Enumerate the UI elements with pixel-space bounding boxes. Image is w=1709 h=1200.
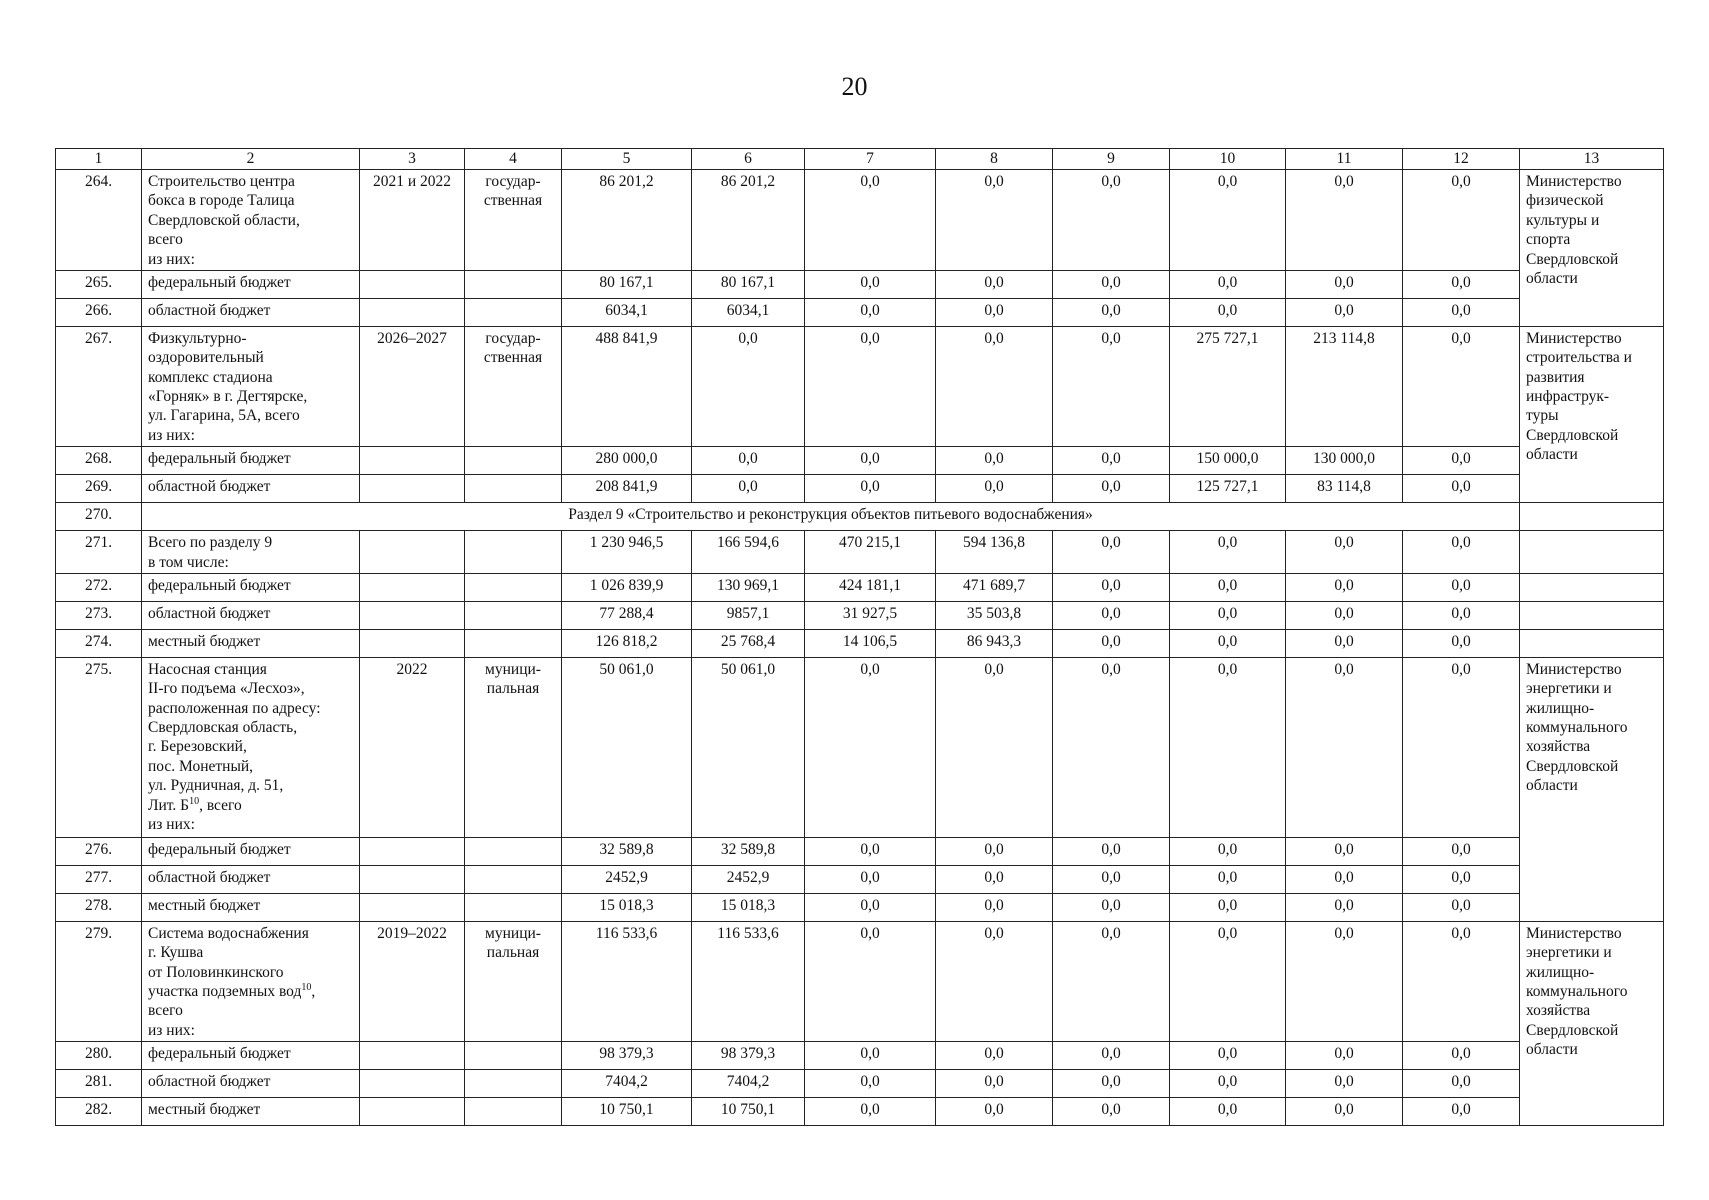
table-row [56,893,1664,921]
value-cell: 0,0 [805,270,936,298]
value-cell: 471 689,7 [936,573,1053,601]
col-header: 11 [1286,149,1403,170]
value-cell: 0,0 [1403,837,1520,865]
ownership-cell: муници-пальная [465,657,562,837]
row-number: 279. [56,921,142,1041]
value-cell: 0,0 [1286,1070,1403,1098]
row-number: 267. [56,326,142,446]
value-cell: 0,0 [1053,921,1170,1041]
value-cell: 0,0 [1170,573,1286,601]
value-cell: 83 114,8 [1286,475,1403,503]
value-cell: 98 379,3 [562,1042,692,1070]
value-cell: 98 379,3 [692,1042,805,1070]
value-cell: 0,0 [805,837,936,865]
value-cell: 15 018,3 [562,893,692,921]
row-description: федеральный бюджет [142,837,360,865]
value-cell: 0,0 [805,475,936,503]
value-cell: 0,0 [1170,1042,1286,1070]
value-cell: 0,0 [1053,573,1170,601]
value-cell: 280 000,0 [562,447,692,475]
value-cell: 0,0 [936,447,1053,475]
period-cell: 2022 [360,657,465,837]
value-cell: 0,0 [805,657,936,837]
row-number: 276. [56,837,142,865]
page-number: 20 [841,72,868,101]
row-description: Строительство центра бокса в городе Талица Свердловской области, всего из них: [142,170,360,271]
value-cell: 0,0 [1403,601,1520,629]
column-number-row [56,149,1664,170]
row-description: областной бюджет [142,298,360,326]
value-cell: 0,0 [805,170,936,271]
value-cell: 50 061,0 [562,657,692,837]
value-cell: 0,0 [1286,893,1403,921]
value-cell: 35 503,8 [936,601,1053,629]
value-cell: 0,0 [936,657,1053,837]
value-cell: 0,0 [1170,865,1286,893]
row-description: федеральный бюджет [142,447,360,475]
row-description: областной бюджет [142,601,360,629]
value-cell: 0,0 [1286,298,1403,326]
value-cell: 0,0 [936,1098,1053,1126]
table-row [56,1070,1664,1098]
row-number: 277. [56,865,142,893]
value-cell: 0,0 [1053,865,1170,893]
value-cell: 0,0 [692,326,805,446]
value-cell: 208 841,9 [562,475,692,503]
value-cell: 0,0 [936,270,1053,298]
value-cell: 0,0 [1053,531,1170,574]
value-cell: 0,0 [1053,475,1170,503]
col-header: 9 [1053,149,1170,170]
value-cell: 0,0 [1286,865,1403,893]
col-header: 1 [56,149,142,170]
value-cell: 126 818,2 [562,629,692,657]
value-cell: 0,0 [1403,1042,1520,1070]
period-cell: 2021 и 2022 [360,170,465,271]
value-cell: 0,0 [1286,921,1403,1041]
row-number: 280. [56,1042,142,1070]
budget-table [55,148,1664,1126]
value-cell: 213 114,8 [1286,326,1403,446]
value-cell: 1 026 839,9 [562,573,692,601]
value-cell: 130 000,0 [1286,447,1403,475]
value-cell: 0,0 [1170,657,1286,837]
value-cell: 0,0 [1403,573,1520,601]
value-cell: 0,0 [936,1070,1053,1098]
value-cell: 0,0 [1403,1070,1520,1098]
value-cell: 0,0 [1403,531,1520,574]
col-header: 5 [562,149,692,170]
ownership-cell: государ-ственная [465,170,562,271]
value-cell: 0,0 [936,475,1053,503]
table-row [56,270,1664,298]
table-row [56,298,1664,326]
value-cell: 0,0 [1403,475,1520,503]
value-cell: 31 927,5 [805,601,936,629]
value-cell: 0,0 [805,1070,936,1098]
value-cell: 0,0 [1053,629,1170,657]
row-description: областной бюджет [142,865,360,893]
col-header: 7 [805,149,936,170]
col-header: 12 [1403,149,1520,170]
table-row [56,1042,1664,1070]
value-cell: 14 106,5 [805,629,936,657]
row-description: федеральный бюджет [142,1042,360,1070]
value-cell: 15 018,3 [692,893,805,921]
table-row [56,447,1664,475]
value-cell: 0,0 [1403,893,1520,921]
value-cell: 86 943,3 [936,629,1053,657]
value-cell: 0,0 [1053,326,1170,446]
value-cell: 0,0 [1286,629,1403,657]
row-number: 278. [56,893,142,921]
row-description: федеральный бюджет [142,573,360,601]
value-cell: 0,0 [805,1098,936,1126]
value-cell: 7404,2 [692,1070,805,1098]
table-row [56,1098,1664,1126]
value-cell: 0,0 [1286,270,1403,298]
responsible-org: Министерство энергетики и жилищно- коммунального хозяйства Свердловской области [1520,921,1664,1125]
row-description: областной бюджет [142,475,360,503]
value-cell: 2452,9 [562,865,692,893]
value-cell: 0,0 [936,921,1053,1041]
row-description: Система водоснабжения г. Кушва от Половинкинского участка подземных вод$^{10}$, всего из них: [142,921,360,1041]
value-cell: 6034,1 [562,298,692,326]
responsible-org: Министерство строительства и развития инфраструк- туры Свердловской области [1520,326,1664,502]
value-cell: 0,0 [1053,298,1170,326]
value-cell: 0,0 [1170,921,1286,1041]
row-description: Всего по разделу 9 в том числе: [142,531,360,574]
row-number: 265. [56,270,142,298]
value-cell: 470 215,1 [805,531,936,574]
table-row [56,475,1664,503]
value-cell: 7404,2 [562,1070,692,1098]
value-cell: 0,0 [1170,893,1286,921]
table-row [56,837,1664,865]
value-cell: 80 167,1 [562,270,692,298]
ownership-cell: государ-ственная [465,326,562,446]
value-cell: 488 841,9 [562,326,692,446]
value-cell: 0,0 [805,921,936,1041]
value-cell: 0,0 [805,865,936,893]
row-number: 269. [56,475,142,503]
row-number: 281. [56,1070,142,1098]
col-header: 3 [360,149,465,170]
value-cell: 0,0 [1053,447,1170,475]
row-number: 266. [56,298,142,326]
value-cell: 1 230 946,5 [562,531,692,574]
col-header: 6 [692,149,805,170]
value-cell: 2452,9 [692,865,805,893]
value-cell: 86 201,2 [562,170,692,271]
value-cell: 116 533,6 [562,921,692,1041]
period-cell: 2026–2027 [360,326,465,446]
value-cell: 0,0 [936,326,1053,446]
row-number: 264. [56,170,142,271]
value-cell: 0,0 [1053,1098,1170,1126]
value-cell: 116 533,6 [692,921,805,1041]
col-header: 10 [1170,149,1286,170]
value-cell: 0,0 [1286,531,1403,574]
value-cell: 0,0 [1403,170,1520,271]
row-description: Насосная станция II-го подъема «Лесхоз», расположенная по адресу: Свердловская область, г. Березовский, пос. Монетный, ул. Рудничная, д. 51, Лит. $Б^{10}$, всего из них: [142,657,360,837]
value-cell: 0,0 [692,475,805,503]
value-cell: 0,0 [1053,270,1170,298]
value-cell: 0,0 [1286,573,1403,601]
value-cell: 0,0 [1170,837,1286,865]
value-cell: 0,0 [1053,657,1170,837]
value-cell: 0,0 [1403,447,1520,475]
row-description: областной бюджет [142,1070,360,1098]
value-cell: 0,0 [936,170,1053,271]
value-cell: 0,0 [1403,865,1520,893]
value-cell: 0,0 [1403,326,1520,446]
row-number: 268. [56,447,142,475]
responsible-org: Министерство энергетики и жилищно- коммунального хозяйства Свердловской области [1520,657,1664,921]
value-cell: 0,0 [936,837,1053,865]
value-cell: 0,0 [805,447,936,475]
value-cell: 130 969,1 [692,573,805,601]
value-cell: 0,0 [1170,1098,1286,1126]
row-description: федеральный бюджет [142,270,360,298]
value-cell: 0,0 [1053,601,1170,629]
table-row [56,921,1664,1041]
value-cell: 0,0 [1403,1098,1520,1126]
value-cell: 86 201,2 [692,170,805,271]
value-cell: 0,0 [1286,1098,1403,1126]
value-cell: 80 167,1 [692,270,805,298]
value-cell: 0,0 [1170,270,1286,298]
value-cell: 0,0 [1170,629,1286,657]
value-cell: 10 750,1 [562,1098,692,1126]
section-row [56,503,1664,531]
table-row [56,573,1664,601]
value-cell: 0,0 [1403,270,1520,298]
row-number: 272. [56,573,142,601]
value-cell: 0,0 [692,447,805,475]
footnote-ref: 10 [301,981,312,993]
value-cell: 0,0 [1403,657,1520,837]
value-cell: 9857,1 [692,601,805,629]
table-row [56,601,1664,629]
table-row [56,326,1664,446]
value-cell: 275 727,1 [1170,326,1286,446]
ownership-cell: муници-пальная [465,921,562,1041]
value-cell: 0,0 [805,893,936,921]
value-cell: 0,0 [1286,170,1403,271]
value-cell: 0,0 [1286,657,1403,837]
value-cell: 25 768,4 [692,629,805,657]
value-cell: 0,0 [1053,893,1170,921]
table-row [56,170,1664,271]
value-cell: 0,0 [1170,298,1286,326]
value-cell: 50 061,0 [692,657,805,837]
section-title: Раздел 9 «Строительство и реконструкция объектов питьевого водоснабжения» [142,503,1520,531]
row-description: местный бюджет [142,893,360,921]
value-cell: 150 000,0 [1170,447,1286,475]
footnote-ref: 10 [189,795,200,807]
table-row [56,657,1664,837]
value-cell: 0,0 [1170,601,1286,629]
value-cell: 0,0 [1053,837,1170,865]
value-cell: 0,0 [805,298,936,326]
value-cell: 594 136,8 [936,531,1053,574]
value-cell: 0,0 [936,1042,1053,1070]
table-row [56,531,1664,574]
value-cell: 0,0 [1286,837,1403,865]
row-number: 271. [56,531,142,574]
value-cell: 0,0 [805,326,936,446]
value-cell: 0,0 [936,893,1053,921]
period-cell: 2019–2022 [360,921,465,1041]
col-header: 8 [936,149,1053,170]
col-header: 13 [1520,149,1664,170]
value-cell: 6034,1 [692,298,805,326]
value-cell: 0,0 [1286,1042,1403,1070]
row-number: 275. [56,657,142,837]
col-header: 2 [142,149,360,170]
value-cell: 125 727,1 [1170,475,1286,503]
value-cell: 0,0 [1403,629,1520,657]
value-cell: 0,0 [1286,601,1403,629]
value-cell: 0,0 [1170,1070,1286,1098]
value-cell: 0,0 [1053,170,1170,271]
row-number: 273. [56,601,142,629]
value-cell: 0,0 [1403,921,1520,1041]
value-cell: 0,0 [936,865,1053,893]
row-description: Физкультурно- оздоровительный комплекс стадиона «Горняк» в г. Дегтярске, ул. Гагарина, 5А, всего из них: [142,326,360,446]
value-cell: 0,0 [936,298,1053,326]
value-cell: 10 750,1 [692,1098,805,1126]
value-cell: 0,0 [1053,1042,1170,1070]
value-cell: 0,0 [805,1042,936,1070]
value-cell: 0,0 [1053,1070,1170,1098]
col-header: 4 [465,149,562,170]
value-cell: 424 181,1 [805,573,936,601]
value-cell: 0,0 [1170,531,1286,574]
row-number: 274. [56,629,142,657]
responsible-org: Министерство физической культуры и спорта Свердловской области [1520,170,1664,327]
value-cell: 32 589,8 [562,837,692,865]
value-cell: 77 288,4 [562,601,692,629]
row-number: 270. [56,503,142,531]
value-cell: 32 589,8 [692,837,805,865]
table-row [56,865,1664,893]
value-cell: 166 594,6 [692,531,805,574]
row-number: 282. [56,1098,142,1126]
row-description: местный бюджет [142,629,360,657]
table-row [56,629,1664,657]
value-cell: 0,0 [1403,298,1520,326]
value-cell: 0,0 [1170,170,1286,271]
row-description: местный бюджет [142,1098,360,1126]
